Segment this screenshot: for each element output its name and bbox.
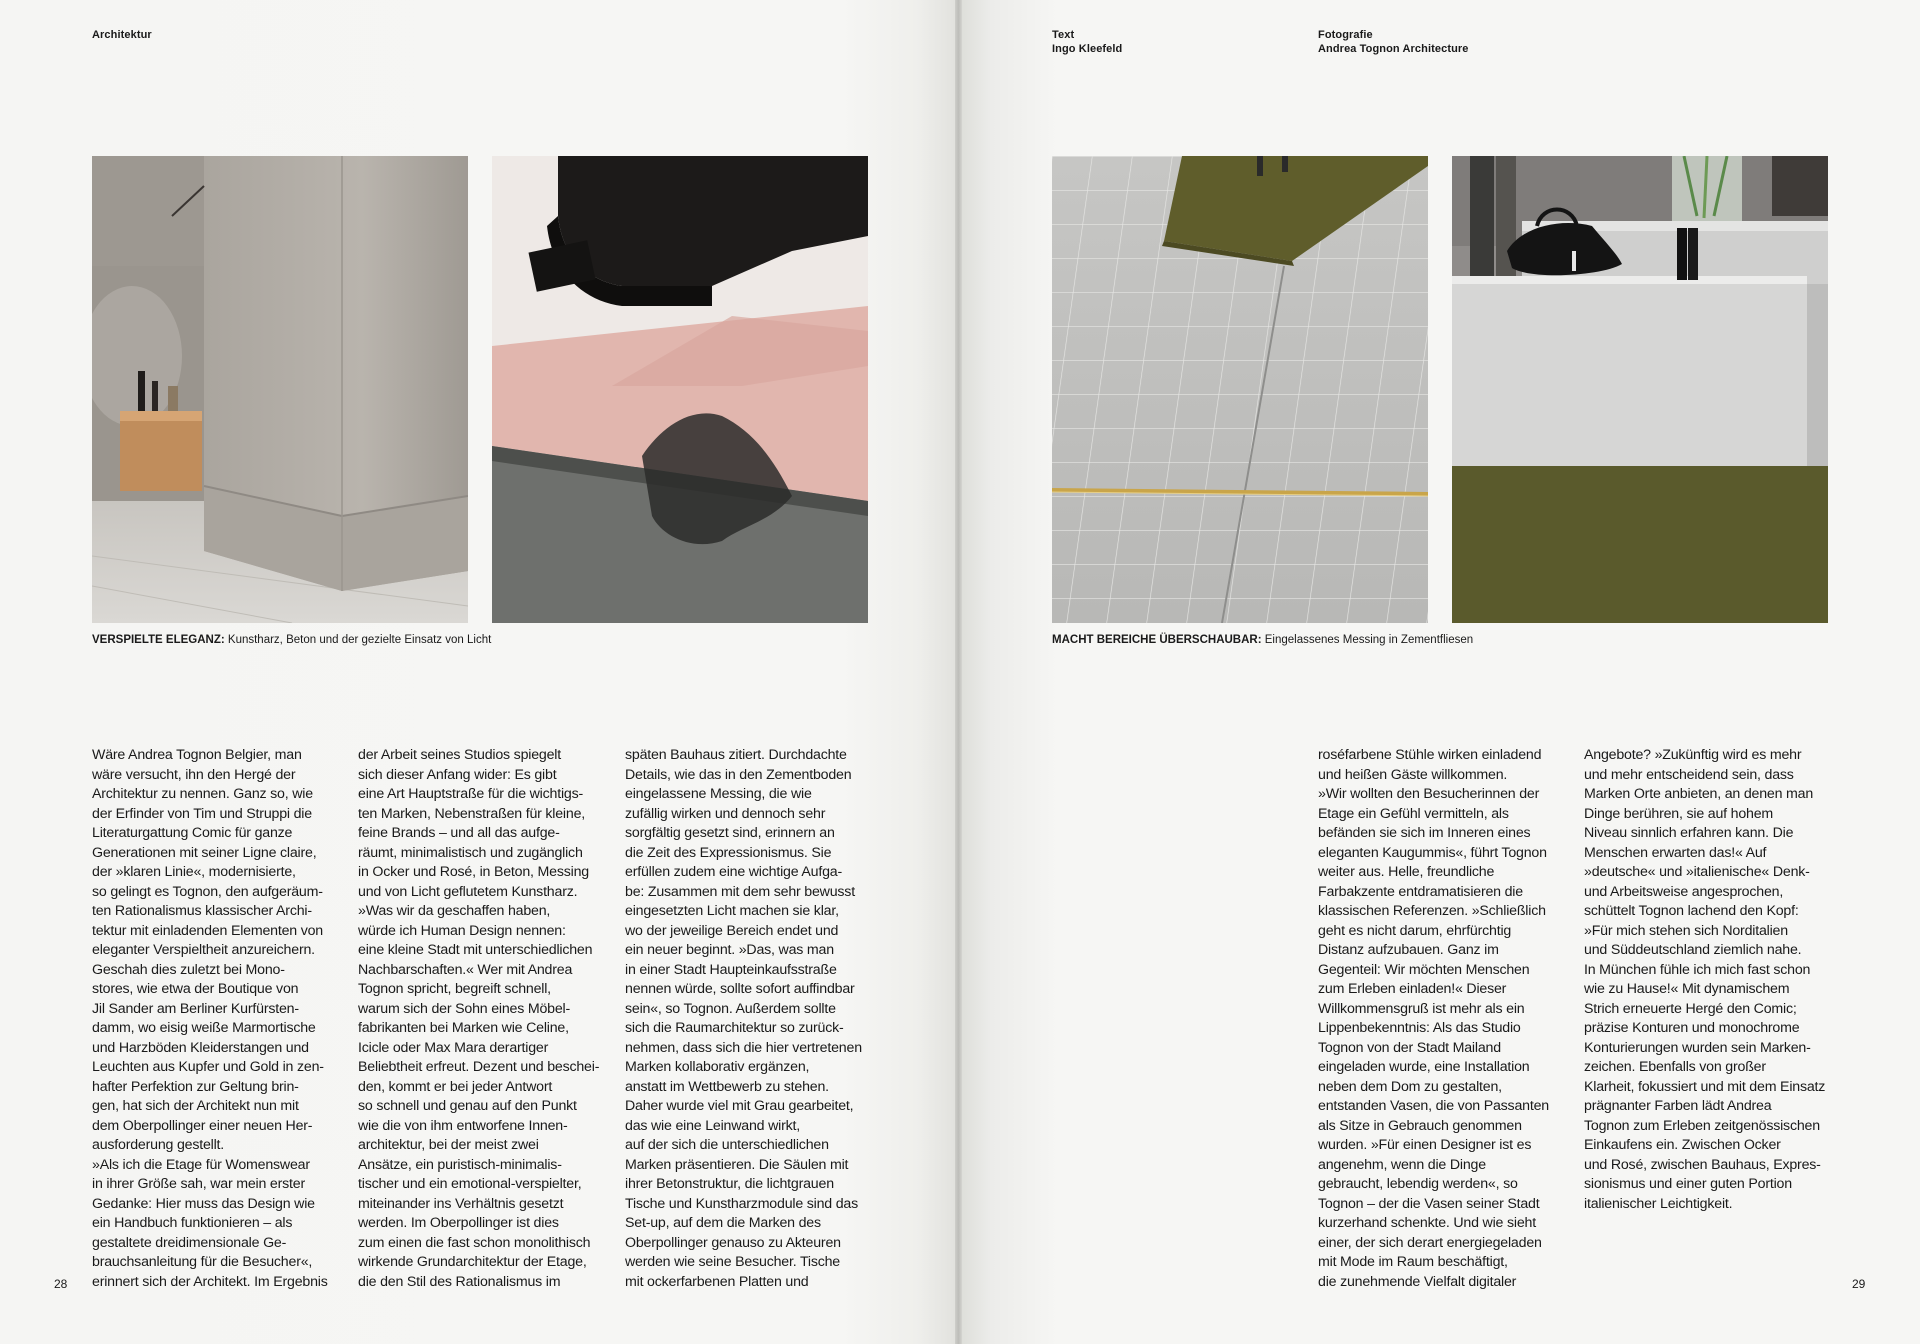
body-text-line: der Erfinder von Tim und Struppi die — [92, 805, 312, 822]
body-text-line: so gelingt es Tognon, den aufgeräum- — [92, 883, 323, 900]
body-text-line: Klarheit, fokussiert und mit dem Einsatz — [1584, 1078, 1826, 1095]
body-text-line: eingeladen wurde, eine Installation — [1318, 1059, 1530, 1075]
body-text-line: und Harzböden Kleiderstangen und — [92, 1039, 309, 1056]
body-text-line: räumt, minimalistisch und zugänglich — [358, 844, 583, 861]
body-text-line: »Was wir da geschaffen haben, — [358, 903, 551, 919]
body-text-line: sionismus und einer guten Portion — [1584, 1176, 1792, 1192]
body-text-line: auf der sich die unterschiedlichen — [625, 1137, 829, 1153]
body-text-line: einer, der sich derart energiegeladen — [1318, 1234, 1542, 1251]
body-text-line: und von Licht geflutetem Kunstharz. — [358, 883, 578, 900]
body-text-line: architektur, bei der meist zwei — [358, 1137, 539, 1153]
page-number-right: 29 — [1852, 1277, 1866, 1291]
body-text-line: neben dem Dom zu gestalten, — [1318, 1078, 1502, 1095]
body-text-line: zufällig wirken und dennoch sehr — [625, 805, 826, 822]
body-text-line: Icicle oder Max Mara derartiger — [358, 1039, 549, 1056]
caption-strong: MACHT BEREICHE ÜBERSCHAUBAR: — [1052, 634, 1262, 646]
body-text-line: hafter Perfektion zur Geltung brin- — [92, 1078, 299, 1095]
body-text-line: ten Rationalismus klassischer Archi- — [92, 903, 312, 919]
section-label: Architektur — [92, 29, 152, 41]
body-text-line: Strich erneuerte Hergé den Comic; — [1584, 1000, 1797, 1017]
body-text-line: so schnell und genau auf den Punkt — [358, 1098, 577, 1114]
body-text-line: zum Erleben einladen!« Dieser — [1318, 981, 1507, 997]
body-text-line: Literaturgattung Comic für ganze — [92, 825, 293, 841]
body-text-line: gebraucht, lebendig werden«, so — [1318, 1176, 1518, 1192]
body-text-line: schüttelt Tognon lachend den Kopf: — [1584, 903, 1799, 919]
body-text-line: eine Art Hauptstraße für die wichtigs- — [358, 786, 584, 802]
body-text-line: und heißen Gäste willkommen. — [1318, 766, 1508, 783]
body-text-line: Oberpollinger genauso zu Akteuren — [625, 1234, 841, 1251]
body-text-line: miteinander ins Verhältnis gesetzt — [358, 1195, 564, 1212]
body-text-line: präzise Konturen und monochrome — [1584, 1020, 1800, 1036]
body-text-line: die zunehmende Vielfalt digitaler — [1318, 1273, 1517, 1290]
body-text-line: Gegenteil: Wir möchten Menschen — [1318, 961, 1530, 978]
body-text-line: »Wir wollten den Besucherinnen der — [1318, 786, 1540, 802]
body-text-line: Menschen erwarten das!« Auf — [1584, 844, 1767, 861]
body-text-line: Tognon spricht, begreift schnell, — [358, 981, 551, 997]
body-text-line: in einer Stadt Haupteinkaufsstraße — [625, 961, 837, 978]
body-text-line: die den Stil des Rationalismus im — [358, 1273, 561, 1290]
body-text-line: italienischer Leichtigkeit. — [1584, 1195, 1733, 1212]
body-text-line: In München fühle ich mich fast schon — [1584, 961, 1811, 978]
caption-text: Eingelassenes Messing in Zementfliesen — [1261, 634, 1474, 646]
body-text-line: Daher wurde viel mit Grau gearbeitet, — [625, 1098, 854, 1114]
body-text-line: Details, wie das in den Zementboden — [625, 766, 852, 783]
body-text-line: tischer und ein emotional-verspielter, — [358, 1176, 582, 1192]
body-text-line: Marken präsentieren. Die Säulen mit — [625, 1156, 849, 1173]
body-text-line: Willkommensgruß ist mehr als ein — [1318, 1000, 1525, 1017]
body-text-line: feine Brands – und all das aufge- — [358, 825, 560, 841]
body-text-line: späten Bauhaus zitiert. Durchdachte — [625, 747, 847, 763]
body-text-line: in ihrer Größe sah, war mein erster — [92, 1176, 305, 1192]
page-number-left: 28 — [54, 1277, 68, 1291]
body-text-line: sich dieser Anfang wider: Es gibt — [358, 766, 557, 783]
text-column-4 — [1318, 746, 1570, 1292]
body-text-line: und Süddeutschland ziemlich nahe. — [1584, 942, 1802, 958]
body-text-line: Marken Orte anbieten, an denen man — [1584, 786, 1814, 802]
body-text-line: klassischen Referenzen. »Schließlich — [1318, 903, 1546, 919]
text-column-2 — [358, 746, 610, 1292]
body-text-line: gen, hat sich der Architekt nun mit — [92, 1098, 299, 1114]
body-text-line: tektur mit einladenden Elementen von — [92, 922, 323, 939]
body-text-line: wirkende Grundarchitektur der Etage, — [358, 1254, 587, 1270]
body-text-line: den, kommt er bei jeder Antwort — [358, 1078, 553, 1095]
credit-text-label: Text — [1052, 29, 1075, 41]
body-text-line: Lippenbekenntnis: Als das Studio — [1318, 1020, 1521, 1036]
body-text-line: Architektur zu nennen. Ganz so, wie — [92, 786, 313, 802]
body-text-line: Ansätze, ein puristisch-minimalis- — [358, 1156, 562, 1173]
body-text-line: Tische und Kunstharzmodule sind das — [625, 1195, 859, 1212]
body-text-line: anstatt im Wettbewerb zu stehen. — [625, 1078, 829, 1095]
credit-text-name: Ingo Kleefeld — [1052, 43, 1123, 55]
body-text-line: brauchsanleitung für die Besucher«, — [92, 1254, 313, 1270]
body-text-line: würde ich Human Design nennen: — [358, 922, 566, 939]
body-text-line: werden wie seine Besucher. Tische — [625, 1254, 841, 1270]
credit-photo-label: Fotografie — [1318, 29, 1373, 41]
body-text-line: »Für mich stehen sich Norditalien — [1584, 922, 1788, 939]
body-text-line: Marken kollaborativ ergänzen, — [625, 1059, 810, 1075]
text-column-3 — [625, 746, 877, 1292]
body-text-line: zeichen. Ebenfalls von großer — [1584, 1059, 1766, 1075]
body-text-line: Niveau sinnlich erfahren kann. Die — [1584, 825, 1794, 841]
photo-white-plinth — [1452, 156, 1828, 623]
body-text-line: »Als ich die Etage für Womenswear — [92, 1156, 310, 1173]
body-text-line: dem Oberpollinger einer neuen Her- — [92, 1117, 313, 1134]
body-text-line: prägnanter Farben lädt Andrea — [1584, 1098, 1772, 1114]
body-text-line: der Arbeit seines Studios spiegelt — [358, 747, 561, 763]
body-text-line: und mehr entscheidend sein, dass — [1584, 766, 1794, 783]
body-text-line: Leuchten aus Kupfer und Gold in zen- — [92, 1059, 324, 1075]
body-text-line: ein Handbuch funktionieren – als — [92, 1215, 293, 1231]
body-text-line: die Zeit des Expressionismus. Sie — [625, 844, 832, 861]
body-text-line: erinnert sich der Architekt. Im Ergebnis — [92, 1273, 328, 1290]
caption-text: Kunstharz, Beton und der gezielte Einsatz von Licht — [224, 634, 492, 646]
body-text-line: mit Mode im Raum beschäftigt, — [1318, 1254, 1508, 1270]
body-text-line: wie die von ihm entworfene Innen- — [358, 1117, 568, 1134]
body-text-line: roséfarbene Stühle wirken einladend — [1318, 747, 1542, 763]
body-text-line: Tognon zum Erleben zeitgenössischen — [1584, 1117, 1820, 1134]
text-column-5 — [1584, 746, 1836, 1214]
body-text-line: Nachbarschaften.« Wer mit Andrea — [358, 961, 573, 978]
body-text-line: sein«, so Tognon. Außerdem sollte — [625, 1000, 836, 1017]
body-text-line: stores, wie etwa der Boutique von — [92, 981, 299, 997]
body-text-line: damm, wo eisig weiße Marmortische — [92, 1020, 316, 1036]
body-text-line: nehmen, dass sich die hier vertretenen — [625, 1039, 862, 1056]
body-text-line: wurden. »Für einen Designer ist es — [1318, 1137, 1532, 1153]
caption-strong: VERSPIELTE ELEGANZ: — [92, 634, 225, 646]
body-text-line: in Ocker und Rosé, in Beton, Messing — [358, 864, 589, 880]
body-text-line: sorgfältig gesetzt sind, erinnern an — [625, 825, 835, 841]
body-text-line: ihrer Betonstruktur, die lichtgrauen — [625, 1176, 834, 1192]
body-text-line: der »klaren Linie«, modernisierte, — [92, 864, 296, 880]
body-text-line: Jil Sander am Berliner Kurfürsten- — [92, 1000, 299, 1017]
spine-gutter — [955, 0, 962, 1344]
body-text-line: ein neuer beginnt. »Das, was man — [625, 942, 834, 958]
photo-concrete-column — [92, 156, 468, 623]
body-text-line: Beliebtheit erfreut. Dezent und beschei- — [358, 1059, 600, 1075]
body-text-line: gestaltete dreidimensionale Ge- — [92, 1234, 287, 1251]
body-text-line: Wäre Andrea Tognon Belgier, man — [92, 747, 302, 763]
text-column-1 — [92, 746, 344, 1292]
body-text-line: weiter aus. Helle, freundliche — [1318, 864, 1495, 880]
body-text-line: angenehm, wenn die Dinge — [1318, 1156, 1486, 1173]
body-text-line: fabrikanten bei Marken wie Celine, — [358, 1020, 569, 1036]
body-text-line: eleganten Kaugummis«, führt Tognon — [1318, 844, 1547, 861]
photo-tiles-brass — [1052, 156, 1428, 623]
body-text-line: und Rosé, zwischen Bauhaus, Expres- — [1584, 1156, 1821, 1173]
body-text-line: wie zu Hause!« Mit dynamischem — [1584, 981, 1790, 997]
left-page — [0, 0, 955, 1344]
right-photo-caption — [1052, 633, 1473, 647]
body-text-line: werden. Im Oberpollinger ist dies — [358, 1215, 559, 1231]
body-text-line: geht es nicht darum, ehrfürchtig — [1318, 922, 1512, 939]
body-text-line: und Arbeitsweise angesprochen, — [1584, 883, 1784, 900]
body-text-line: eingesetzten Licht machen sie klar, — [625, 903, 839, 919]
body-text-line: »deutsche« und »italienische« Denk- — [1584, 864, 1810, 880]
text-credit — [1052, 28, 1122, 56]
body-text-line: nennen würde, sollte sofort auffindbar — [625, 981, 855, 997]
body-text-line: Farbakzente entdramatisieren die — [1318, 883, 1523, 900]
body-text-line: Konturierungen wurden sein Marken- — [1584, 1039, 1811, 1056]
left-photo-caption — [92, 633, 491, 647]
body-text-line: wäre versucht, ihn den Hergé der — [92, 766, 296, 783]
photo-bench-shadow — [492, 156, 868, 623]
body-text-line: befänden sie sich im Inneren eines — [1318, 825, 1531, 841]
body-text-line: warum sich der Sohn eines Möbel- — [358, 1000, 571, 1017]
body-text-line: Tognon – der die Vasen seiner Stadt — [1318, 1195, 1540, 1212]
body-text-line: kurzerhand schenkte. Und wie sieht — [1318, 1215, 1536, 1231]
body-text-line: eingelassene Messing, die wie — [625, 786, 812, 802]
body-text-line: entstanden Vasen, die von Passanten — [1318, 1098, 1549, 1114]
body-text-line: mit ockerfarbenen Platten und — [625, 1273, 809, 1290]
body-text-line: Geschah dies zuletzt bei Mono- — [92, 961, 285, 978]
body-text-line: Dinge berühren, sie auf hohem — [1584, 805, 1774, 822]
photo-credit — [1318, 28, 1469, 56]
body-text-line: als Sitze in Gebrauch genommen — [1318, 1117, 1522, 1134]
body-text-line: ten Marken, Nebenstraßen für kleine, — [358, 805, 586, 822]
body-text-line: Angebote? »Zukünftig wird es mehr — [1584, 747, 1802, 763]
body-text-line: sich die Raumarchitektur so zurück- — [625, 1020, 844, 1036]
body-text-line: erfüllen zudem eine wichtige Aufga- — [625, 864, 842, 880]
body-text-line: wo der jeweilige Bereich endet und — [625, 922, 839, 939]
body-text-line: das wie eine Leinwand wirkt, — [625, 1117, 800, 1134]
right-page — [962, 0, 1920, 1344]
body-text-line: Distanz aufzubauen. Ganz im — [1318, 942, 1499, 958]
body-text-line: Generationen mit seiner Ligne claire, — [92, 844, 317, 861]
body-text-line: Gedanke: Hier muss das Design wie — [92, 1195, 315, 1212]
body-text-line: Einkaufens ein. Zwischen Ocker — [1584, 1137, 1781, 1153]
body-text-line: ausforderung gestellt. — [92, 1137, 225, 1153]
body-text-line: Set-up, auf dem die Marken des — [625, 1215, 821, 1231]
credit-photo-name: Andrea Tognon Architecture — [1318, 43, 1469, 55]
body-text-line: be: Zusammen mit dem sehr bewusst — [625, 883, 855, 900]
body-text-line: eleganter Verspieltheit anzureichern. — [92, 942, 315, 958]
body-text-line: zum einen die fast schon monolithisch — [358, 1234, 591, 1251]
body-text-line: eine kleine Stadt mit unterschiedlichen — [358, 942, 593, 958]
body-text-line: Tognon von der Stadt Mailand — [1318, 1039, 1501, 1056]
body-text-line: Etage ein Gefühl vermitteln, als — [1318, 805, 1509, 822]
